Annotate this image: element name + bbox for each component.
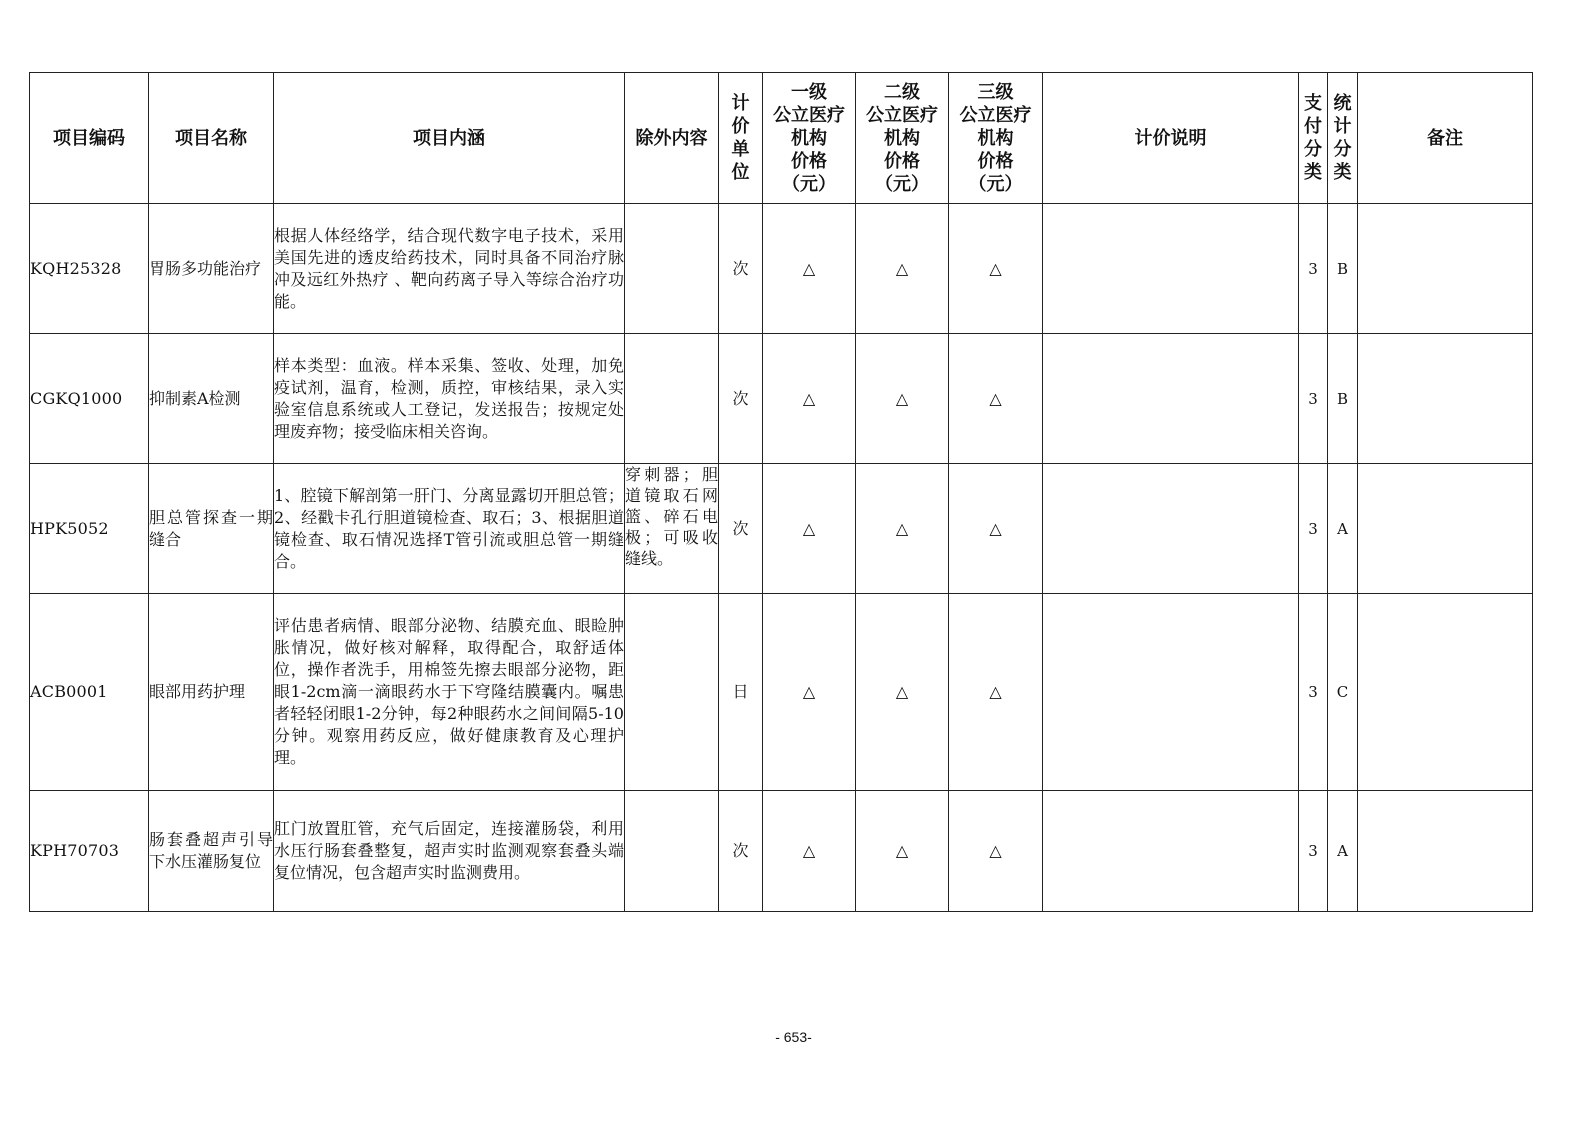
- header-price-level2-line: （元）: [875, 173, 929, 195]
- item-price-level3: △: [949, 464, 1043, 594]
- header-price-level2-line: 公立医疗: [866, 104, 938, 126]
- item-code: CGKQ1000: [30, 334, 149, 464]
- item-exclusion: [625, 594, 719, 791]
- header-exclusion: 除外内容: [625, 73, 719, 204]
- table-row: [30, 791, 1533, 912]
- header-price-level3-line: 机构: [977, 127, 1014, 149]
- item-unit: 次: [719, 334, 763, 464]
- item-pricing-note: [1043, 791, 1299, 912]
- item-pay-class: 3: [1299, 464, 1328, 594]
- header-name: 项目名称: [149, 73, 274, 204]
- item-remark: [1358, 334, 1533, 464]
- page-number: - 653-: [775, 1029, 812, 1045]
- table-row: [30, 204, 1533, 334]
- item-code: KQH25328: [30, 204, 149, 334]
- item-exclusion: 穿刺器；胆道镜取石网篮、碎石电极；可吸收缝线。: [625, 464, 719, 594]
- item-price-level1: △: [763, 594, 856, 791]
- header-price-level2-line: 机构: [884, 127, 920, 149]
- header-price-level1-line: 一级: [791, 81, 827, 103]
- item-code: HPK5052: [30, 464, 149, 594]
- item-price-level2: △: [856, 791, 949, 912]
- item-price-level2: △: [856, 204, 949, 334]
- header-pay-class: [1299, 73, 1328, 204]
- item-remark: [1358, 204, 1533, 334]
- item-price-level2: △: [856, 464, 949, 594]
- header-content: 项目内涵: [274, 73, 625, 204]
- item-unit: 次: [719, 464, 763, 594]
- item-name: 抑制素A检测: [149, 334, 274, 464]
- item-content: 根据人体经络学，结合现代数字电子技术，采用美国先进的透皮给药技术，同时具备不同治疗脉冲及远红外热疗 、靶向药离子导入等综合治疗功能。: [274, 204, 625, 334]
- item-content: 肛门放置肛管，充气后固定，连接灌肠袋，利用水压行肠套叠整复，超声实时监测观察套叠头端复位情况，包含超声实时监测费用。: [274, 791, 625, 912]
- item-exclusion: [625, 791, 719, 912]
- header-pay-class-text: 支付分类: [1303, 93, 1322, 183]
- item-price-level3: △: [949, 334, 1043, 464]
- item-pricing-note: [1043, 204, 1299, 334]
- item-price-level2: △: [856, 334, 949, 464]
- table-row: [30, 594, 1533, 791]
- item-exclusion: [625, 204, 719, 334]
- table-row: [30, 464, 1533, 594]
- header-price-level2-line: 二级: [884, 81, 920, 103]
- header-unit: [719, 73, 763, 204]
- header-price-level3: [949, 73, 1043, 204]
- item-stat-class: B: [1328, 334, 1358, 464]
- header-price-level1: [763, 73, 856, 204]
- item-stat-class: B: [1328, 204, 1358, 334]
- table-row: [30, 334, 1533, 464]
- item-remark: [1358, 464, 1533, 594]
- item-price-level1: △: [763, 464, 856, 594]
- header-stat-class: [1328, 73, 1358, 204]
- item-price-level3: △: [949, 204, 1043, 334]
- item-pay-class: 3: [1299, 204, 1328, 334]
- header-stat-class-text: 统计分类: [1333, 93, 1352, 183]
- item-content: 评估患者病情、眼部分泌物、结膜充血、眼睑肿胀情况，做好核对解释，取得配合，取舒适体位，操作者洗手，用棉签先擦去眼部分泌物，距眼1-2cm滴一滴眼药水于下穹隆结膜囊内。嘱患者轻轻闭眼1-2分钟，每2种眼药水之间间隔5-10分钟。观察用药反应，做好健康教育及心理护理。: [274, 594, 625, 791]
- header-price-level3-line: 三级: [977, 81, 1014, 103]
- item-pay-class: 3: [1299, 791, 1328, 912]
- item-remark: [1358, 594, 1533, 791]
- header-price-level3-line: 公立医疗: [959, 104, 1032, 126]
- pricing-table: [29, 72, 1533, 912]
- header-price-level3-line: 价格: [977, 150, 1014, 172]
- header-unit-text: 计价单位: [731, 93, 750, 183]
- item-pricing-note: [1043, 464, 1299, 594]
- header-price-level1-line: 价格: [791, 150, 827, 172]
- item-unit: 日: [719, 594, 763, 791]
- header-price-level1-line: 机构: [791, 127, 827, 149]
- item-content: 1、腔镜下解剖第一肝门、分离显露切开胆总管；2、经戳卡孔行胆道镜检查、取石；3、根据胆道镜检查、取石情况选择T管引流或胆总管一期缝合。: [274, 464, 625, 594]
- item-name: 眼部用药护理: [149, 594, 274, 791]
- item-exclusion: [625, 334, 719, 464]
- header-code: 项目编码: [30, 73, 149, 204]
- item-name: 胃肠多功能治疗: [149, 204, 274, 334]
- header-price-level1-line: 公立医疗: [773, 104, 845, 126]
- header-pricing-note: 计价说明: [1043, 73, 1299, 204]
- item-unit: 次: [719, 791, 763, 912]
- item-remark: [1358, 791, 1533, 912]
- item-name: 肠套叠超声引导下水压灌肠复位: [149, 791, 274, 912]
- item-unit: 次: [719, 204, 763, 334]
- item-name: 胆总管探查一期缝合: [149, 464, 274, 594]
- header-row: [30, 73, 1533, 204]
- item-pricing-note: [1043, 334, 1299, 464]
- header-remark: 备注: [1358, 73, 1533, 204]
- item-stat-class: C: [1328, 594, 1358, 791]
- header-price-level2-line: 价格: [884, 150, 920, 172]
- item-price-level1: △: [763, 791, 856, 912]
- item-price-level3: △: [949, 594, 1043, 791]
- item-price-level1: △: [763, 334, 856, 464]
- item-price-level3: △: [949, 791, 1043, 912]
- item-content: 样本类型：血液。样本采集、签收、处理，加免疫试剂，温育，检测，质控，审核结果，录入实验室信息系统或人工登记，发送报告；按规定处理废弃物；接受临床相关咨询。: [274, 334, 625, 464]
- item-price-level1: △: [763, 204, 856, 334]
- item-pricing-note: [1043, 594, 1299, 791]
- item-code: ACB0001: [30, 594, 149, 791]
- item-price-level2: △: [856, 594, 949, 791]
- item-pay-class: 3: [1299, 594, 1328, 791]
- header-price-level3-line: （元）: [968, 173, 1023, 195]
- item-stat-class: A: [1328, 791, 1358, 912]
- header-price-level2: [856, 73, 949, 204]
- item-stat-class: A: [1328, 464, 1358, 594]
- header-price-level1-line: （元）: [782, 173, 836, 195]
- item-pay-class: 3: [1299, 334, 1328, 464]
- item-code: KPH70703: [30, 791, 149, 912]
